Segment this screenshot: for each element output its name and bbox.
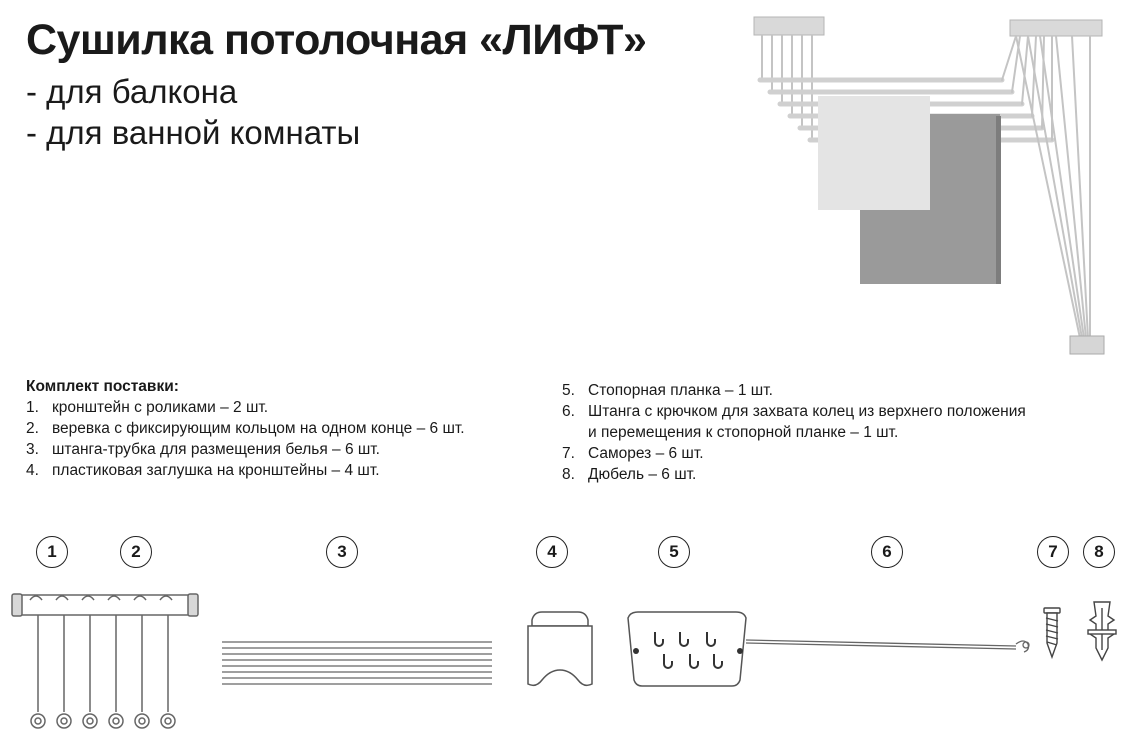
list-item bbox=[562, 464, 1026, 485]
list-item-text: Дюбель – 6 шт. bbox=[588, 466, 697, 483]
subtitle-balcony: - для балкона bbox=[26, 73, 238, 110]
subtitle-bathroom: - для ванной комнаты bbox=[26, 114, 361, 151]
list-item-number: 5. bbox=[562, 382, 575, 399]
hook-rod-icon bbox=[746, 640, 1029, 652]
list-item-number: 4. bbox=[26, 462, 39, 479]
part-badge-8: 8 bbox=[1083, 536, 1115, 568]
part-badge-6: 6 bbox=[871, 536, 903, 568]
part-badge-2: 2 bbox=[120, 536, 152, 568]
list-item-text: штанга-трубка для размещения белья – 6 шт. bbox=[52, 441, 380, 458]
list-item-number: 3. bbox=[26, 441, 39, 458]
parts-illustrations bbox=[0, 590, 1131, 740]
list-item-text: Штанга с крючком для захвата колец из верхнего положения bbox=[588, 403, 1026, 420]
part-badge-1: 1 bbox=[36, 536, 68, 568]
stopper-plate-icon bbox=[628, 612, 746, 686]
part-badge-3: 3 bbox=[326, 536, 358, 568]
page-title: Сушилка потолочная «ЛИФТ» bbox=[26, 16, 647, 64]
list-item-text: пластиковая заглушка на кронштейны – 4 шт. bbox=[52, 462, 380, 479]
screw-icon bbox=[1044, 608, 1060, 657]
rods-bundle-icon bbox=[222, 642, 492, 684]
list-item bbox=[562, 401, 1026, 422]
dowel-icon bbox=[1088, 602, 1116, 660]
list-item-number: 2. bbox=[26, 420, 39, 437]
list-item-number: 8. bbox=[562, 466, 575, 483]
contents-heading: Комплект поставки: bbox=[26, 378, 179, 395]
part-badge-7: 7 bbox=[1037, 536, 1069, 568]
ceiling-dryer-illustration bbox=[740, 8, 1120, 368]
list-item bbox=[26, 397, 465, 418]
list-item-continuation: и перемещения к стопорной планке – 1 шт. bbox=[588, 424, 899, 441]
list-item-number: 1. bbox=[26, 399, 39, 416]
plastic-cap-icon bbox=[528, 612, 592, 685]
part-badge-4: 4 bbox=[536, 536, 568, 568]
list-item-text: веревка с фиксирующим кольцом на одном конце – 6 шт. bbox=[52, 420, 465, 437]
contents-right-list bbox=[562, 380, 1026, 485]
list-item bbox=[26, 439, 465, 460]
ceiling-dryer-icon bbox=[754, 17, 1104, 354]
list-item-text: кронштейн с роликами – 2 шт. bbox=[52, 399, 269, 416]
bracket-with-ropes-icon bbox=[12, 594, 198, 728]
list-item bbox=[26, 460, 465, 481]
list-item-text: Стопорная планка – 1 шт. bbox=[588, 382, 773, 399]
list-item bbox=[26, 418, 465, 439]
list-item-number: 6. bbox=[562, 403, 575, 420]
part-badge-5: 5 bbox=[658, 536, 690, 568]
list-item bbox=[562, 380, 1026, 401]
list-item bbox=[562, 443, 1026, 464]
contents-left-list bbox=[26, 376, 465, 481]
list-item-number: 7. bbox=[562, 445, 575, 462]
list-item-text: Саморез – 6 шт. bbox=[588, 445, 704, 462]
